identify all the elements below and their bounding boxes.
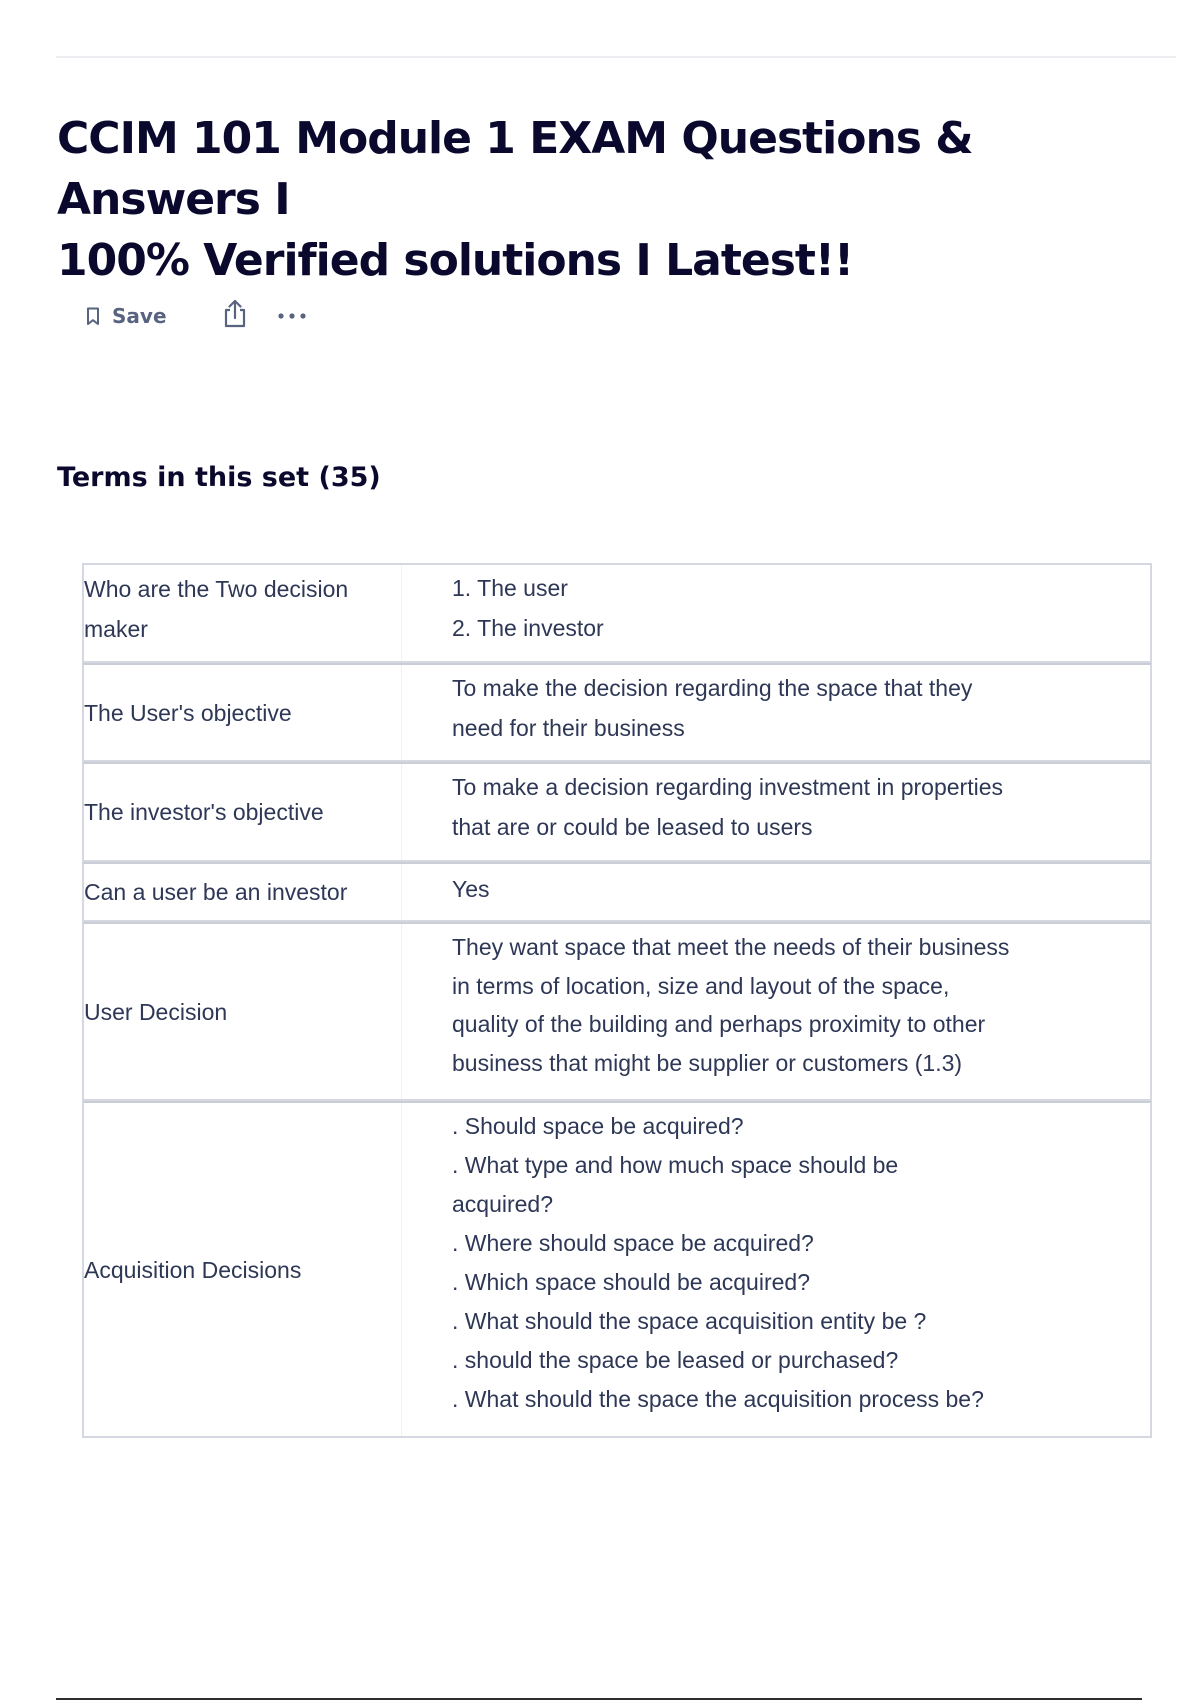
page-title-line-2: 100% Verified solutions I Latest!! xyxy=(57,235,854,286)
term-cell xyxy=(84,665,402,760)
term-row xyxy=(82,922,1152,1101)
definition-cell xyxy=(402,924,1150,1099)
page-title xyxy=(57,108,1157,291)
definition-text: need for their business xyxy=(452,714,685,741)
terms-table xyxy=(82,563,1152,1438)
definition-text: . should the space be leased or purchased? xyxy=(452,1347,899,1373)
definition-text: acquired? xyxy=(452,1191,554,1217)
definition-text: To make the decision regarding the space that they xyxy=(452,675,973,701)
definition-text: 1. The user xyxy=(452,575,568,601)
term-text: The investor's objective xyxy=(84,799,324,825)
definition-cell xyxy=(402,665,1150,760)
term-text: The User's objective xyxy=(84,699,292,726)
top-divider xyxy=(56,56,1176,58)
term-row xyxy=(82,862,1152,922)
definition-text: quality of the building and perhaps proximity to other xyxy=(452,1011,986,1037)
save-label: Save xyxy=(112,304,167,328)
definition-text: 2. The investor xyxy=(452,614,604,641)
term-cell xyxy=(84,565,402,661)
term-text: User Decision xyxy=(84,998,228,1025)
definition-text: that are or could be leased to users xyxy=(452,813,813,840)
page-title-line-1: CCIM 101 Module 1 EXAM Questions & Answers I xyxy=(57,113,973,225)
definition-text: . What type and how much space should be xyxy=(452,1152,899,1178)
term-row xyxy=(82,1101,1152,1438)
definition-cell xyxy=(402,1103,1150,1436)
term-text: Can a user be an investor xyxy=(84,879,348,905)
term-text: Acquisition Decisions xyxy=(84,1256,302,1283)
definition-text: They want space that meet the needs of their business xyxy=(452,934,1010,960)
definition-text: . What should the space acquisition entity be ? xyxy=(452,1308,927,1334)
definition-text: To make a decision regarding investment in properties xyxy=(452,774,1004,800)
definition-text: in terms of location, size and layout of the space, xyxy=(452,972,950,999)
definition-text: . Which space should be acquired? xyxy=(452,1269,810,1295)
definition-text: . Where should space be acquired? xyxy=(452,1230,814,1256)
term-cell xyxy=(84,764,402,860)
definition-text: business that might be supplier or customers (1.3) xyxy=(452,1049,963,1076)
bookmark-icon xyxy=(86,307,100,326)
term-cell xyxy=(84,1103,402,1436)
definition-cell xyxy=(402,565,1150,661)
definition-text: . Should space be acquired? xyxy=(452,1113,744,1139)
definition-cell xyxy=(402,864,1150,920)
terms-heading: Terms in this set (35) xyxy=(57,462,381,493)
save-button[interactable] xyxy=(86,304,167,328)
term-text: maker xyxy=(84,616,148,642)
action-toolbar xyxy=(86,298,307,334)
share-button[interactable] xyxy=(221,299,249,334)
term-row xyxy=(82,663,1152,762)
term-row xyxy=(82,762,1152,862)
definition-text: . What should the space the acquisition process be? xyxy=(452,1386,984,1412)
more-horizontal-icon xyxy=(277,307,307,325)
more-options-button[interactable] xyxy=(277,307,307,325)
share-icon xyxy=(221,299,249,334)
term-cell xyxy=(84,864,402,920)
term-cell xyxy=(84,924,402,1099)
definition-cell xyxy=(402,764,1150,860)
definition-text: Yes xyxy=(452,876,490,902)
term-row xyxy=(82,563,1152,663)
term-text: Who are the Two decision xyxy=(84,576,349,602)
